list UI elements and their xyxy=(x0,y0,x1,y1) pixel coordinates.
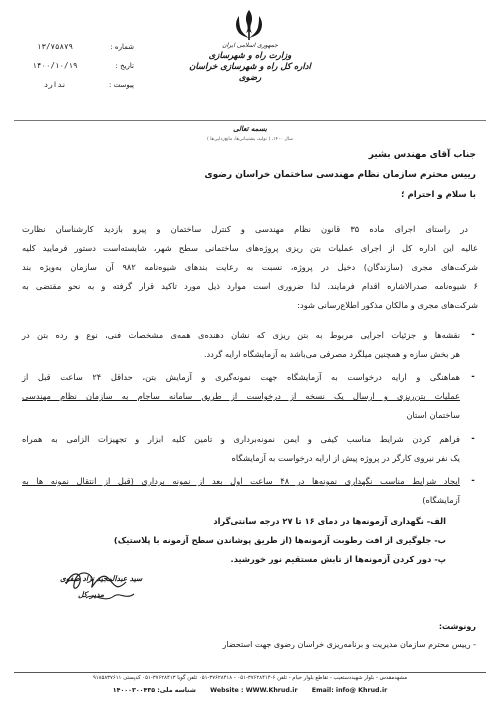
bullet-line: هماهنگی و ارایه درخواست به آزمایشگاه جهت نمونه‌گیری و آزمایش بتن، حداقل ۲۴ ساعت قبل از xyxy=(22,372,460,382)
bullet-line: نقشه‌ها و جزئیات اجرایی مربوط به بتن ریزی که نشان دهنده‌ی همه‌ی مشخصات فنی، نوع و رده بتن در xyxy=(22,330,460,340)
footer-website: Website : WWW.Khrud.ir xyxy=(210,687,298,694)
paragraph-line: ۶ شیوه‌نامه صدرالاشاره اقدام فرمایند. لذا ضروری است موارد ذیل مورد تاکید قرار گرفته و به نحو مقتضی به xyxy=(22,281,478,291)
letterhead-office: اداره کل راه و شهرسازی خراسان رضوی xyxy=(189,62,311,83)
signature-block xyxy=(56,564,146,612)
footer-national-id: شناسه ملی: ۱۴۰۰۰۳۰۰۴۳۵ xyxy=(112,687,196,694)
bullet-marker: - xyxy=(471,372,475,382)
paragraph-line: شرکت‌های مجری و مالکان مذکور اطلاع‌رسانی شود: xyxy=(297,300,478,310)
bullet-marker: - xyxy=(471,330,475,340)
footer-address: مشهدمقدس - بلوار شهید‌دستغیب - تقاطع بلوار خیام - تلفن ۶-۳۷۶۲۸۴۱۴-۰۵۱ - ۳۷۶۲۸۴۱۸-۰۵۱ تلفن گویا ۳۷۶۲۸۴۱۳-۰۵۱ کدپستی ۹۱۸۵۸۳۷۶۱۱ xyxy=(92,675,408,681)
letterhead-ministry: وزارت راه و شهرسازی xyxy=(208,51,292,61)
cc-item: - رییس محترم سازمان مدیریت و برنامه‌ریزی خراسان رضوی جهت استحضار xyxy=(222,640,476,649)
handwritten-signature-icon xyxy=(56,564,146,612)
bullet-line: فراهم کردن شرایط مناسب کیفی و ایمن نمونه‌برداری و تامین کلیه ابزار و تجهیزات الزامی به همراه xyxy=(22,434,460,444)
recipient-title: رییس محترم سازمان نظام مهندسی ساختمان خراسان رضوی xyxy=(204,170,476,180)
bullet-line: هر بخش سازه و همچنین میلگرد مصرفی می‌باشد به آزمایشگاه ارایه گردد. xyxy=(203,349,460,359)
sub-item: پ- دور کردن آزمونه‌ها از تابش مستقیم نور خورشید. xyxy=(230,554,446,564)
year-slogan: سال ۱۴۰۰، ( تولید، پشتیبانی‌ها، مانع‌زدایی‌ها ) xyxy=(206,137,294,142)
bullet-line: ساختمان استان xyxy=(406,410,460,420)
basmala: بسمه تعالی xyxy=(233,124,267,133)
recipient-name: جناب آقای مهندس بشیر xyxy=(368,150,476,160)
paragraph-line: عالیه این اداره کل از اجرای عملیات بتن ریزی پروژه‌های ساختمانی سطح شهر، شایسته‌است دستور فرمایید کلیه xyxy=(22,243,478,253)
bullet-line: یک نفر نیروی کارگر در پروژه پیش از ارایه درخواست به آزمایشگاه xyxy=(231,453,460,463)
footer-divider xyxy=(14,672,486,673)
bullet-line: آزمایشگاه) xyxy=(422,495,460,505)
paragraph-line: شرکت‌های مجری (سازندگان) دخیل در پروژه، نسبت به رعایت بندهای شیوه‌نامه ۹۸۲ آن سازمان به‌ویژه بند xyxy=(22,262,478,272)
iran-emblem-icon xyxy=(229,8,269,44)
cc-label: رونوشت: xyxy=(438,622,476,631)
letterhead-country: جمهوری اسلامی ایران xyxy=(222,42,278,49)
bullet-marker: - xyxy=(471,434,475,444)
meta-number: شماره : ۱۳/۷۵۸۷۹ xyxy=(36,42,134,51)
signer-title: مدیر کل xyxy=(78,590,105,599)
footer-contact xyxy=(14,687,486,694)
greeting: با سلام و احترام ؛ xyxy=(401,190,476,200)
sub-item: الف- نگهداری آزمونه‌ها در دمای ۱۶ تا ۲۷ درجه سانتی‌گراد xyxy=(213,516,446,526)
meta-attachment: پیوست : ندارد xyxy=(43,80,134,89)
paragraph-line: در راستای اجرای ماده ۳۵ قانون نظام مهندسی و کنترل ساختمان و پیرو بازدید کارشناسان نظارت xyxy=(22,224,468,234)
footer-email: Email: info@ Khrud.ir xyxy=(311,687,388,694)
signer-name: سید عبدالمجید نژاد صفوی xyxy=(60,574,143,583)
bullet-line: عملیات بتن‌ریزی و ارسال یک نسخه از درخواست از طریق سامانه ساجام به سازمان نظام مهندسی xyxy=(22,391,460,401)
meta-date: تاریخ : ۱۴۰۰/۱۰/۱۹ xyxy=(32,61,134,70)
sub-item: ب- جلوگیری از افت رطوبت آزمونه‌ها (از طریق پوشاندن سطح آزمونه با پلاستیک) xyxy=(113,535,446,545)
header-divider xyxy=(14,120,486,121)
letterhead xyxy=(180,42,320,84)
bullet-line: ایجاد شرایط مناسب نگهداری نمونه‌ها در ۴۸ ساعت اول بعد از نمونه برداری (قبل از انتقال نمونه ها به xyxy=(22,476,460,486)
bullet-marker: - xyxy=(471,476,475,486)
